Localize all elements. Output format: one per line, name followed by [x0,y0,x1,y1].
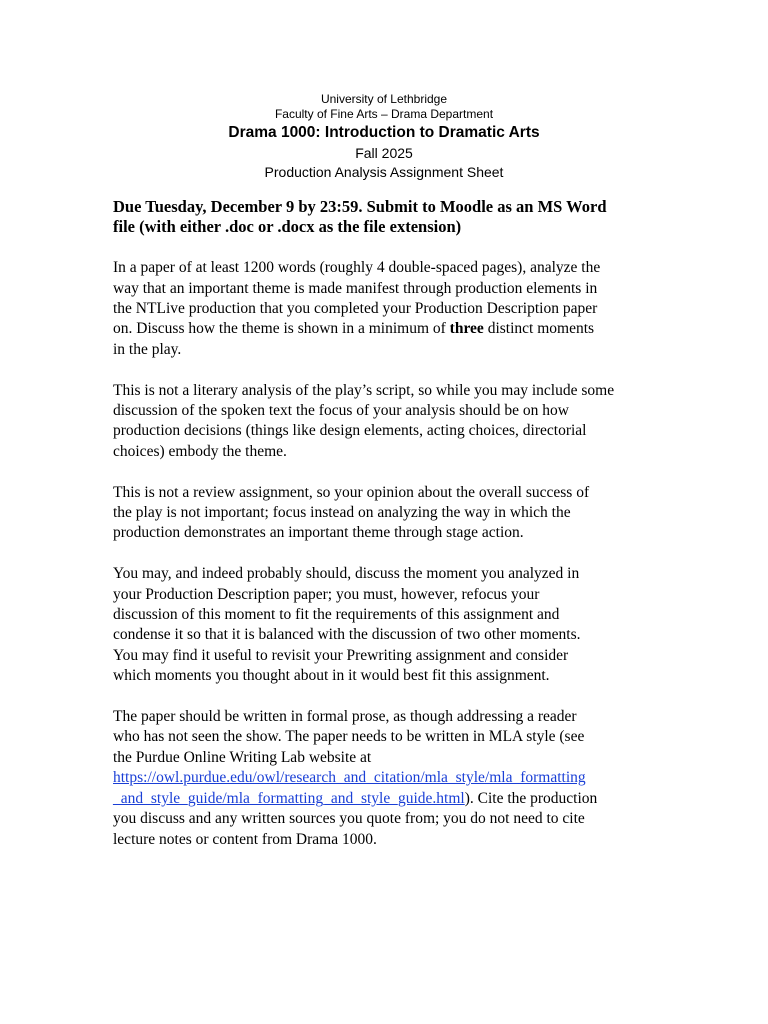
text-line: lecture notes or content from Drama 1000. [113,830,377,848]
university-name: University of Lethbridge [320,92,448,106]
text-line: This is not a literary analysis of the play’s script, so while you may include some [113,381,615,399]
paragraph-not-review [113,483,673,544]
text-line: way that an important theme is made manifest through production elements in [113,279,598,297]
text-line: choices) embody the theme. [113,442,287,460]
due-line: Due Tuesday, December 9 by 23:59. Submit to Moodle as an MS Word [113,197,607,216]
due-line: file (with either .doc or .docx as the file extension) [113,217,462,237]
course-title: Drama 1000: Introduction to Dramatic Arts [228,124,540,141]
emphasis-three: three [449,320,484,338]
text-line: In a paper of at least 1200 words (roughly 4 double-spaced pages), analyze the [113,259,601,277]
link-text[interactable]: https://owl.purdue.edu/owl/research_and_citation/mla_style/mla_formatting [113,769,586,787]
text-line: You may, and indeed probably should, discuss the moment you analyzed in [113,565,580,583]
text-line: the NTLive production that you completed your Production Description paper [113,300,598,318]
text-line: your Production Description paper; you must, however, refocus your [113,585,540,603]
text-segment: on. Discuss how the theme is shown in a minimum of [113,320,450,338]
text-line: condense it so that it is balanced with the discussion of two other moments. [113,626,581,644]
text-line: discussion of this moment to fit the requirements of this assignment and [113,606,560,624]
sheet-title: Production Analysis Assignment Sheet [264,163,504,180]
text-line: in the play. [113,340,182,358]
text-line: This is not a review assignment, so your opinion about the overall success of [113,483,590,501]
mla-guide-link-continued[interactable] [113,790,465,807]
text-line: production demonstrates an important theme through stage action. [113,524,524,542]
document-header [0,92,768,181]
document-body [113,197,673,870]
faculty-department: Faculty of Fine Arts – Drama Department [274,107,494,121]
text-line: the play is not important; focus instead on analyzing the way in which the [113,504,571,522]
paragraph-previous-moment [113,564,673,686]
link-text[interactable]: _and_style_guide/mla_formatting_and_style_guide.html [113,789,465,807]
text-line: The paper should be written in formal prose, as though addressing a reader [113,708,577,726]
term: Fall 2025 [355,145,413,161]
paragraph-not-literary-analysis [113,381,673,463]
text-segment: distinct moments [483,320,595,338]
text-segment: ). Cite the production [464,789,598,807]
text-line: the Purdue Online Writing Lab website at [113,748,372,766]
text-line: which moments you thought about in it would best fit this assignment. [113,667,550,685]
text-line [113,320,594,337]
text-line: who has not seen the show. The paper needs to be written in MLA style (see [113,728,585,746]
due-date-notice [113,197,673,238]
paragraph-format-mla [113,707,673,850]
mla-guide-link[interactable] [113,769,586,786]
text-line: discussion of the spoken text the focus of your analysis should be on how [113,402,569,420]
text-line [113,790,597,807]
paragraph-assignment-overview [113,258,673,360]
text-line: production decisions (things like design elements, acting choices, directorial [113,422,587,440]
text-line: you discuss and any written sources you quote from; you do not need to cite [113,810,585,828]
text-line: You may find it useful to revisit your Prewriting assignment and consider [113,646,569,664]
